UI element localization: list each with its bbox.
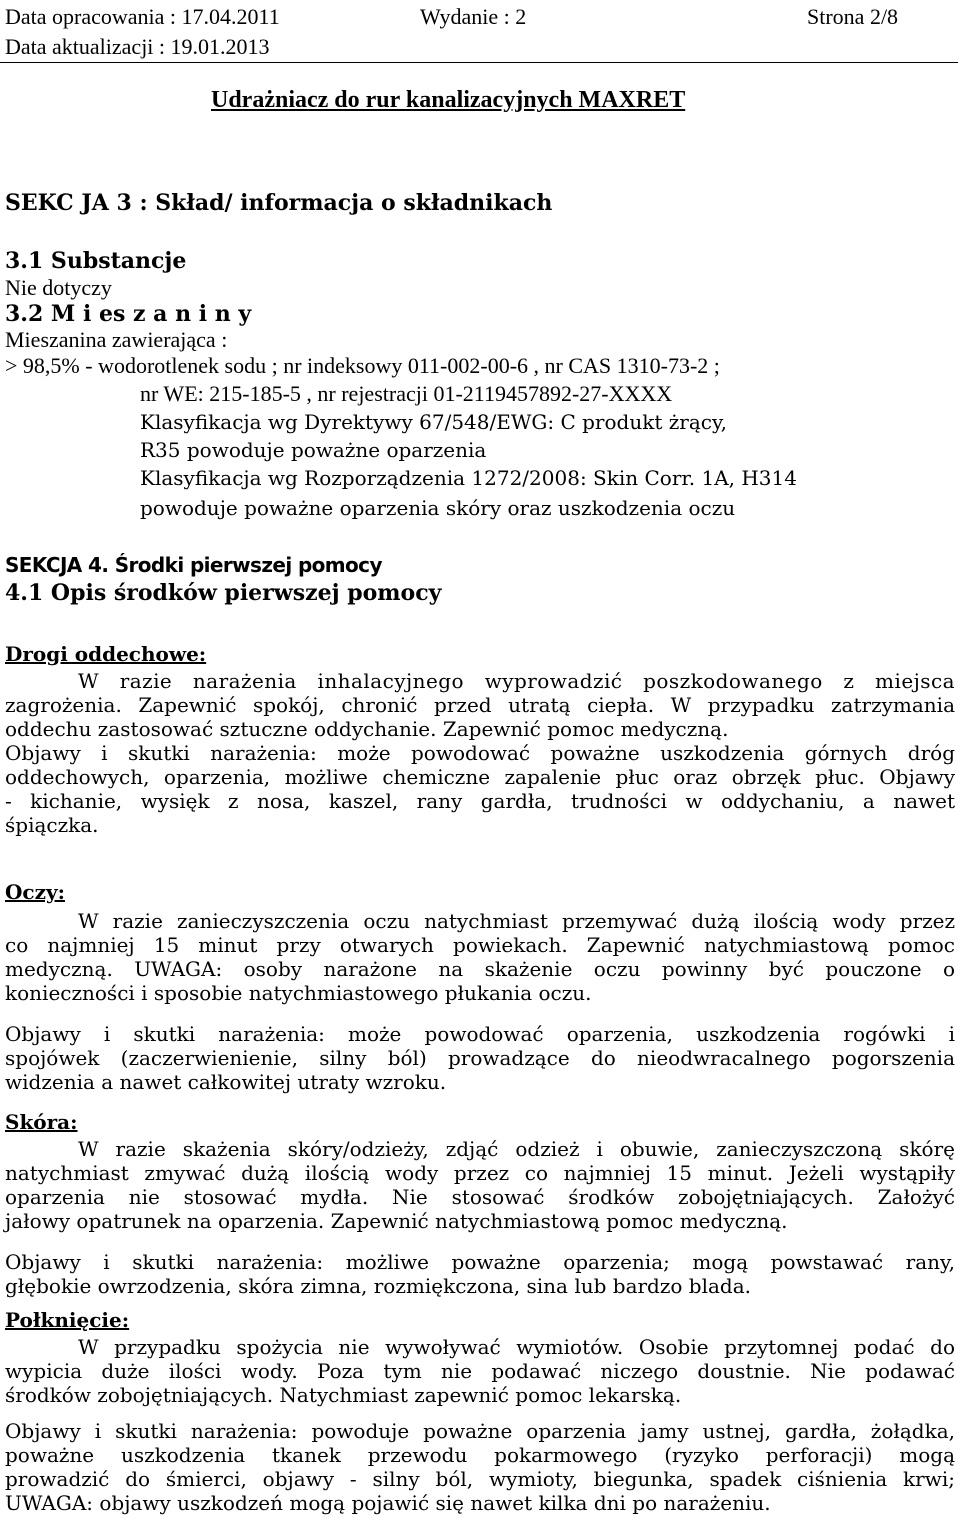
text-line: oddechowych, oparzenia, możliwe chemiczne zapalenie płuc oraz obrzęk płuc. Objawy [5,765,955,789]
airways-paragraph-2 [5,741,955,837]
document-title: Udrażniacz do rur kanalizacyjnych MAXRET [211,87,686,113]
text-line: W razie skażenia skóry/odzieży, zdjąć odzież i obuwie, zanieczyszczoną skórę [78,1137,955,1161]
page-number: Strona 2/8 [807,4,899,29]
text-line: zagrożenia. Zapewnić spokój, chronić przed utratą ciepła. W przypadku zatrzymania [5,693,955,717]
text-line: Objawy i skutki narażenia: możliwe poważne oparzenia; mogą powstawać rany, [5,1250,955,1274]
text-line: Objawy i skutki narażenia: może powodować poważne uszkodzenia górnych dróg [5,741,955,765]
skin-paragraph-1 [5,1137,955,1233]
text-line: W przypadku spożycia nie wywoływać wymiotów. Osobie przytomnej podać do [78,1335,955,1359]
text-line: poważne uszkodzenia tkanek przewodu pokarmowego (ryzyko perforacji) mogą [5,1443,955,1467]
text-line: co najmniej 15 minut przy otwarych powiekach. Zapewnić natychmiastową pomoc [5,933,955,957]
date-prepared: Data opracowania : 17.04.2011 [5,4,280,29]
date-updated: Data aktualizacji : 19.01.2013 [5,34,270,59]
ingestion-label: Połknięcie: [5,1308,130,1332]
header-rule [0,62,958,63]
ingestion-paragraph-1 [5,1335,955,1407]
text-line: konieczności i sposobie natychmiastowego płukania oczu. [5,981,592,1005]
component-detail: powoduje poważne oparzenia skóry oraz uszkodzenia oczu [140,496,736,520]
skin-label: Skóra: [5,1110,78,1134]
component-detail: R35 powoduje poważne oparzenia [140,438,487,462]
text-line: spojówek (zaczerwienienie, silny ból) prowadzące do nieodwracalnego pogorszenia [5,1046,955,1070]
section3-heading: SEKC JA 3 : Skład/ informacja o składnikach [5,190,553,216]
text-line: jałowy opatrunek na oparzenia. Zapewnić natychmiastową pomoc medyczną. [5,1209,788,1233]
text-line: W razie zanieczyszczenia oczu natychmiast przemywać dużą ilością wody przez [78,909,955,933]
component-line: > 98,5% - wodorotlenek sodu ; nr indeksowy 011-002-00-6 , nr CAS 1310-73-2 ; [5,353,720,378]
text-line: oparzenia nie stosować mydła. Nie stosować środków zobojętniających. Założyć [5,1185,955,1209]
section4-1-heading: 4.1 Opis środków pierwszej pomocy [5,580,442,606]
mixture-intro: Mieszanina zawierająca : [5,327,228,352]
text-line: środków zobojętniających. Natychmiast zapewnić pomoc lekarską. [5,1383,682,1407]
component-detail: nr WE: 215-185-5 , nr rejestracji 01-2119457892-27-XXXX [140,381,673,406]
airways-paragraph-1 [5,669,955,741]
text-line: - kichanie, wysięk z nosa, kaszel, rany gardła, trudności w oddychaniu, a nawet [5,789,955,813]
text-line: widzenia a nawet całkowitej utraty wzroku. [5,1070,447,1094]
text-line: medyczną. UWAGA: osoby narażone na skażenie oczu powinny być pouczone o [5,957,955,981]
component-detail: Klasyfikacja wg Rozporządzenia 1272/2008: Skin Corr. 1A, H314 [140,466,797,490]
section3-2-heading: 3.2 M i es z a n i n y [5,301,252,327]
edition: Wydanie : 2 [420,4,527,29]
component-detail: Klasyfikacja wg Dyrektywy 67/548/EWG: C produkt żrący, [140,410,727,434]
ingestion-paragraph-2 [5,1419,955,1515]
eyes-paragraph-2 [5,1022,955,1094]
section3-1-text: Nie dotyczy [5,275,112,300]
skin-paragraph-2 [5,1250,955,1298]
text-line: W razie narażenia inhalacyjnego wyprowadzić poszkodowanego z miejsca [78,669,955,693]
text-line: Objawy i skutki narażenia: może powodować oparzenia, uszkodzenia rogówki i [5,1022,955,1046]
text-line: głębokie owrzodzenia, skóra zimna, rozmiękczona, sina lub bardzo blada. [5,1274,751,1298]
text-line: oddechu zastosować sztuczne oddychanie. Zapewnić pomoc medyczną. [5,717,729,741]
eyes-paragraph-1 [5,909,955,1005]
text-line: prowadzić do śmierci, objawy - silny ból, wymioty, biegunka, spadek ciśnienia krwi; [5,1467,955,1491]
text-line: śpiączka. [5,813,99,837]
text-line: UWAGA: objawy uszkodzeń mogą pojawić się nawet kilka dni po narażeniu. [5,1491,771,1515]
text-line: wypicia duże ilości wody. Poza tym nie podawać niczego doustnie. Nie podawać [5,1359,955,1383]
text-line: natychmiast zmywać dużą ilością wody przez co najmniej 15 minut. Jeżeli wystąpiły [5,1161,955,1185]
eyes-label: Oczy: [5,880,65,904]
text-line: Objawy i skutki narażenia: powoduje poważne oparzenia jamy ustnej, gardła, żołądka, [5,1419,955,1443]
airways-label: Drogi oddechowe: [5,642,207,666]
section4-heading: SEKCJA 4. Środki pierwszej pomocy [5,553,382,577]
section3-1-heading: 3.1 Substancje [5,248,187,274]
